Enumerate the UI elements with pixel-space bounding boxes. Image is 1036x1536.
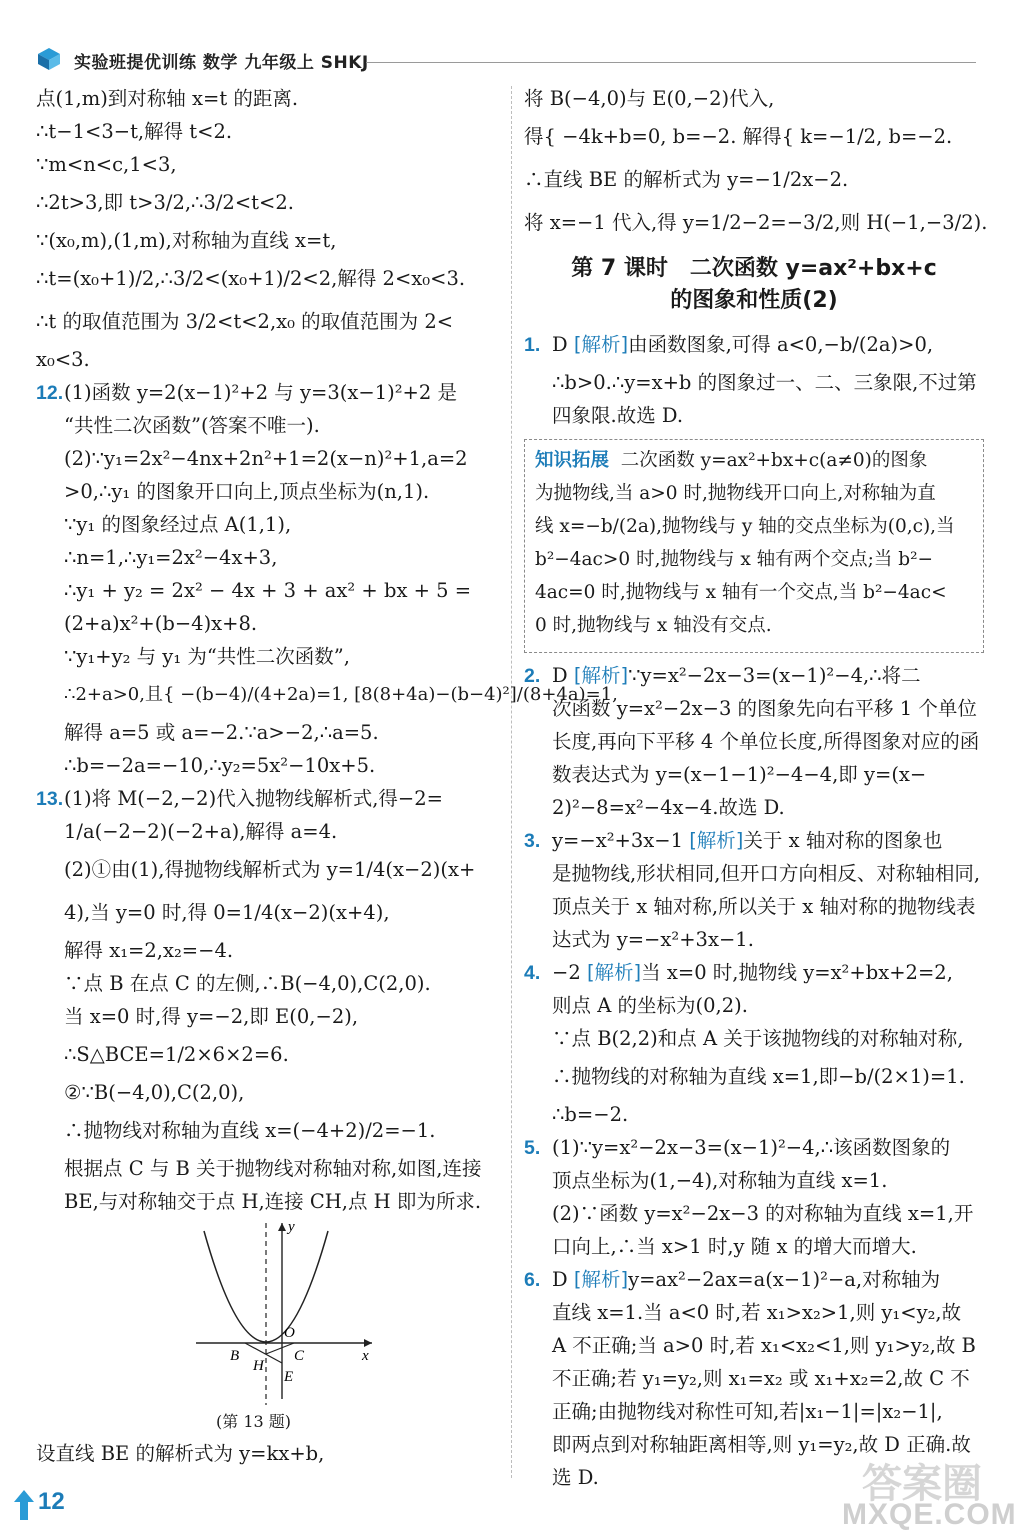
figure-caption: (第 13 题) — [216, 1412, 292, 1431]
question-number: 2. — [524, 665, 541, 687]
question-13 — [36, 784, 502, 1217]
x-axis-label: x — [362, 1348, 369, 1364]
watermark — [842, 1452, 1032, 1532]
book-title: 实验班提优训练 数学 九年级上 SHKJ — [74, 53, 369, 73]
analysis-tag: [解析] — [689, 829, 744, 852]
answer-choice: D — [552, 664, 568, 687]
answer-5 — [524, 1133, 984, 1262]
book-logo-icon — [36, 46, 62, 72]
text-line: (1)将 M(−2,−2)代入抛物线解析式,得−2= — [64, 787, 443, 810]
analysis-tag: [解析] — [573, 1268, 629, 1291]
text-line: 解得 x₁=2,x₂=−4. — [64, 939, 234, 962]
text-line: 解得 a=5 或 a=−2.∵a>−2,∴a=5. — [64, 721, 379, 744]
text-line: “共性二次函数”(答案不唯一). — [64, 414, 320, 437]
text-line: >0,∴y₁ 的图象开口向上,顶点坐标为(n,1). — [64, 480, 430, 503]
question-number: 5. — [524, 1137, 541, 1159]
page-footer — [8, 1484, 88, 1524]
text-line: A 不正确;当 a>0 时,若 x₁<x₂<1,则 y₁>y₂,故 B — [552, 1334, 976, 1357]
text-line: 4),当 y=0 时,得 0=1/4(x−2)(x+4), — [64, 901, 390, 924]
text-line: 根据点 C 与 B 关于抛物线对称轴对称,如图,连接 — [64, 1157, 482, 1180]
text-line: ∴b=−2a=−10,∴y₂=5x²−10x+5. — [64, 754, 376, 777]
text-line: 数表达式为 y=(x−1−1)²−4−4,即 y=(x− — [552, 763, 927, 786]
text-line: ∴抛物线对称轴为直线 x=(−4+2)/2=−1. — [64, 1119, 436, 1142]
text-line: 1/a(−2−2)(−2+a),解得 a=4. — [64, 820, 338, 843]
text-line: 0 时,抛物线与 x 轴没有交点. — [535, 615, 772, 636]
text-line: ∴S△BCE=1/2×6×2=6. — [64, 1043, 289, 1066]
text-line: ∵点 B 在点 C 的左侧,∴B(−4,0),C(2,0). — [64, 972, 431, 995]
text-line: ∴b=−2. — [552, 1103, 629, 1126]
point-c-label: C — [294, 1348, 305, 1364]
question-number: 1. — [524, 334, 541, 356]
text-line: ∴t−1<3−t,解得 t<2. — [36, 120, 233, 143]
text-line: ∴直线 BE 的解析式为 y=−1/2x−2. — [524, 168, 849, 191]
page-marker-icon — [12, 1488, 36, 1522]
watermark-glyph: 答案圈 — [862, 1461, 982, 1507]
text-line: 设直线 BE 的解析式为 y=kx+b, — [36, 1442, 325, 1465]
text-line: 当 x=0 时,得 y=−2,即 E(0,−2), — [64, 1005, 359, 1028]
answer-1 — [524, 325, 984, 431]
text-line: 4ac=0 时,抛物线与 x 轴有一个交点,当 b²−4ac< — [535, 582, 947, 603]
knowledge-box — [524, 439, 984, 653]
question-number: 4. — [524, 962, 541, 984]
text-line: 顶点坐标为(1,−4),对称轴为直线 x=1. — [552, 1169, 888, 1192]
text-line: 是抛物线,形状相同,但开口方向相反、对称轴相同, — [552, 862, 981, 885]
text-line: 选 D. — [552, 1466, 599, 1489]
text-line: (1)函数 y=2(x−1)²+2 与 y=3(x−1)²+2 是 — [64, 381, 457, 404]
answer-value: −2 — [552, 961, 581, 984]
text-line: ∵y₁+y₂ 与 y₁ 为“共性二次函数”, — [64, 645, 350, 668]
analysis-tag: [解析] — [573, 333, 629, 356]
text-line: 关于 x 轴对称的图象也 — [743, 829, 943, 852]
header-rule — [366, 62, 976, 63]
text-line: (2+a)x²+(b−4)x+8. — [64, 612, 258, 635]
text-line: ∵(x₀,m),(1,m),对称轴为直线 x=t, — [36, 229, 337, 252]
text-line: 为抛物线,当 a>0 时,抛物线开口向上,对称轴为直 — [535, 483, 936, 504]
text-line: 2)²−8=x²−4x−4.故选 D. — [552, 796, 785, 819]
column-divider — [511, 86, 512, 1478]
text-line: ∵y=x²−2x−3=(x−1)²−4,∴将二 — [628, 664, 921, 687]
text-line: ∵y₁ 的图象经过点 A(1,1), — [64, 513, 292, 536]
point-b-label: B — [230, 1348, 240, 1364]
text-line: 四象限.故选 D. — [552, 404, 684, 427]
text-line: 达式为 y=−x²+3x−1. — [552, 928, 754, 951]
lesson-title-line-2: 的图象和性质(2) — [670, 288, 838, 313]
question-number: 3. — [524, 830, 541, 852]
question-number: 6. — [524, 1269, 541, 1291]
text-line: 即两点到对称轴距离相等,则 y₁=y₂,故 D 正确.故 — [552, 1433, 971, 1456]
point-e-label: E — [284, 1369, 294, 1385]
text-line: 不正确;若 y₁=y₂,则 x₁=x₂ 或 x₁+x₂=2,故 C 不 — [552, 1367, 970, 1390]
question-number: 13. — [36, 788, 64, 810]
answer-choice: D — [552, 333, 568, 356]
text-line: (2)∵y₁=2x²−4nx+2n²+1=2(x−n)²+1,a=2 — [64, 447, 468, 470]
text-line: ∴n=1,∴y₁=2x²−4x+3, — [64, 546, 278, 569]
text-line: 当 x=0 时,抛物线 y=x²+bx+2=2, — [641, 961, 953, 984]
text-line: (2)①由(1),得抛物线解析式为 y=1/4(x−2)(x+ — [64, 858, 476, 881]
origin-label: O — [284, 1325, 295, 1341]
text-line: 线 x=−b/(2a),抛物线与 y 轴的交点坐标为(0,c),当 — [535, 516, 955, 537]
text-line: ∵点 B(2,2)和点 A 关于该抛物线的对称轴对称, — [552, 1027, 964, 1050]
page-number: 12 — [38, 1488, 65, 1515]
text-line: 由函数图象,可得 a<0,−b/(2a)>0, — [628, 333, 934, 356]
knowledge-label: 知识拓展 — [535, 450, 610, 471]
y-axis-arrow-icon — [278, 1223, 286, 1231]
parabola-figure — [176, 1223, 476, 1433]
text-line: 直线 x=1.当 a<0 时,若 x₁>x₂>1,则 y₁<y₂,故 — [552, 1301, 962, 1324]
text-line: ∵m<n<c,1<3, — [36, 153, 177, 176]
page-header — [36, 40, 976, 74]
text-line: y=ax²−2ax=a(x−1)²−a,对称轴为 — [628, 1268, 941, 1291]
answer-2 — [524, 661, 984, 823]
answer-value: y=−x²+3x−1 — [552, 829, 683, 852]
text-line: ②∵B(−4,0),C(2,0), — [64, 1081, 245, 1104]
text-line: x₀<3. — [36, 348, 90, 371]
lesson-title-line-1: 第 7 课时 二次函数 y=ax²+bx+c — [571, 256, 937, 281]
question-number: 12. — [36, 382, 64, 404]
text-line: ∴2+a>0,且{ −(b−4)/(4+2a)=1, [8(8+4a)−(b−4)²]/(8+4a)=1, — [64, 684, 618, 705]
text-line: BE,与对称轴交于点 H,连接 CH,点 H 即为所求. — [64, 1190, 482, 1213]
text-line: (1)∵y=x²−2x−3=(x−1)²−4,∴该函数图象的 — [552, 1136, 951, 1159]
right-column — [524, 84, 988, 1496]
text-line: ∴t 的取值范围为 3/2<t<2,x₀ 的取值范围为 2< — [36, 310, 454, 333]
text-line: 顶点关于 x 轴对称,所以关于 x 轴对称的抛物线表 — [552, 895, 976, 918]
text-line: (2)∵函数 y=x²−2x−3 的对称轴为直线 x=1,开 — [552, 1202, 974, 1225]
text-line: ∴2t>3,即 t>3/2,∴3/2<t<2. — [36, 191, 294, 214]
lesson-title — [524, 253, 984, 317]
analysis-tag: [解析] — [586, 961, 642, 984]
text-line: 将 x=−1 代入,得 y=1/2−2=−3/2,则 H(−1,−3/2). — [524, 211, 988, 234]
text-line: b²−4ac>0 时,抛物线与 x 轴有两个交点;当 b²− — [535, 549, 934, 570]
text-line: ∴t=(x₀+1)/2,∴3/2<(x₀+1)/2<2,解得 2<x₀<3. — [36, 267, 466, 290]
answer-choice: D — [552, 1268, 568, 1291]
text-line: 次函数 y=x²−2x−3 的图象先向右平移 1 个单位 — [552, 697, 977, 720]
segment-ch — [266, 1343, 294, 1354]
watermark-text: MXQE.COM — [842, 1498, 1017, 1531]
text-line: 点(1,m)到对称轴 x=t 的距离. — [36, 87, 299, 110]
analysis-tag: [解析] — [573, 664, 629, 687]
point-h-label: H — [253, 1358, 264, 1374]
y-axis-label: y — [288, 1223, 295, 1235]
x-axis-arrow-icon — [364, 1339, 372, 1347]
text-line: ∴b>0.∴y=x+b 的图象过一、二、三象限,不过第 — [552, 371, 977, 394]
text-line: ∴抛物线的对称轴为直线 x=1,即−b/(2×1)=1. — [552, 1065, 965, 1088]
text-line: ∴y₁ + y₂ = 2x² − 4x + 3 + ax² + bx + 5 = — [64, 579, 472, 602]
text-line: 正确;由抛物线对称性可知,若|x₁−1|=|x₂−1|, — [552, 1400, 943, 1423]
text-line: 口向上,∴当 x>1 时,y 随 x 的增大而增大. — [552, 1235, 917, 1258]
answer-3 — [524, 826, 984, 955]
text-line: 将 B(−4,0)与 E(0,−2)代入, — [524, 87, 775, 110]
text-line: 长度,再向下平移 4 个单位长度,所得图象对应的函 — [552, 730, 980, 753]
parabola-graph — [176, 1223, 476, 1409]
text-line: 得{ −4k+b=0, b=−2. 解得{ k=−1/2, b=−2. — [524, 125, 953, 148]
answer-4 — [524, 958, 984, 1130]
text-line: 二次函数 y=ax²+bx+c(a≠0)的图象 — [620, 450, 928, 471]
text-line: 则点 A 的坐标为(0,2). — [552, 994, 748, 1017]
